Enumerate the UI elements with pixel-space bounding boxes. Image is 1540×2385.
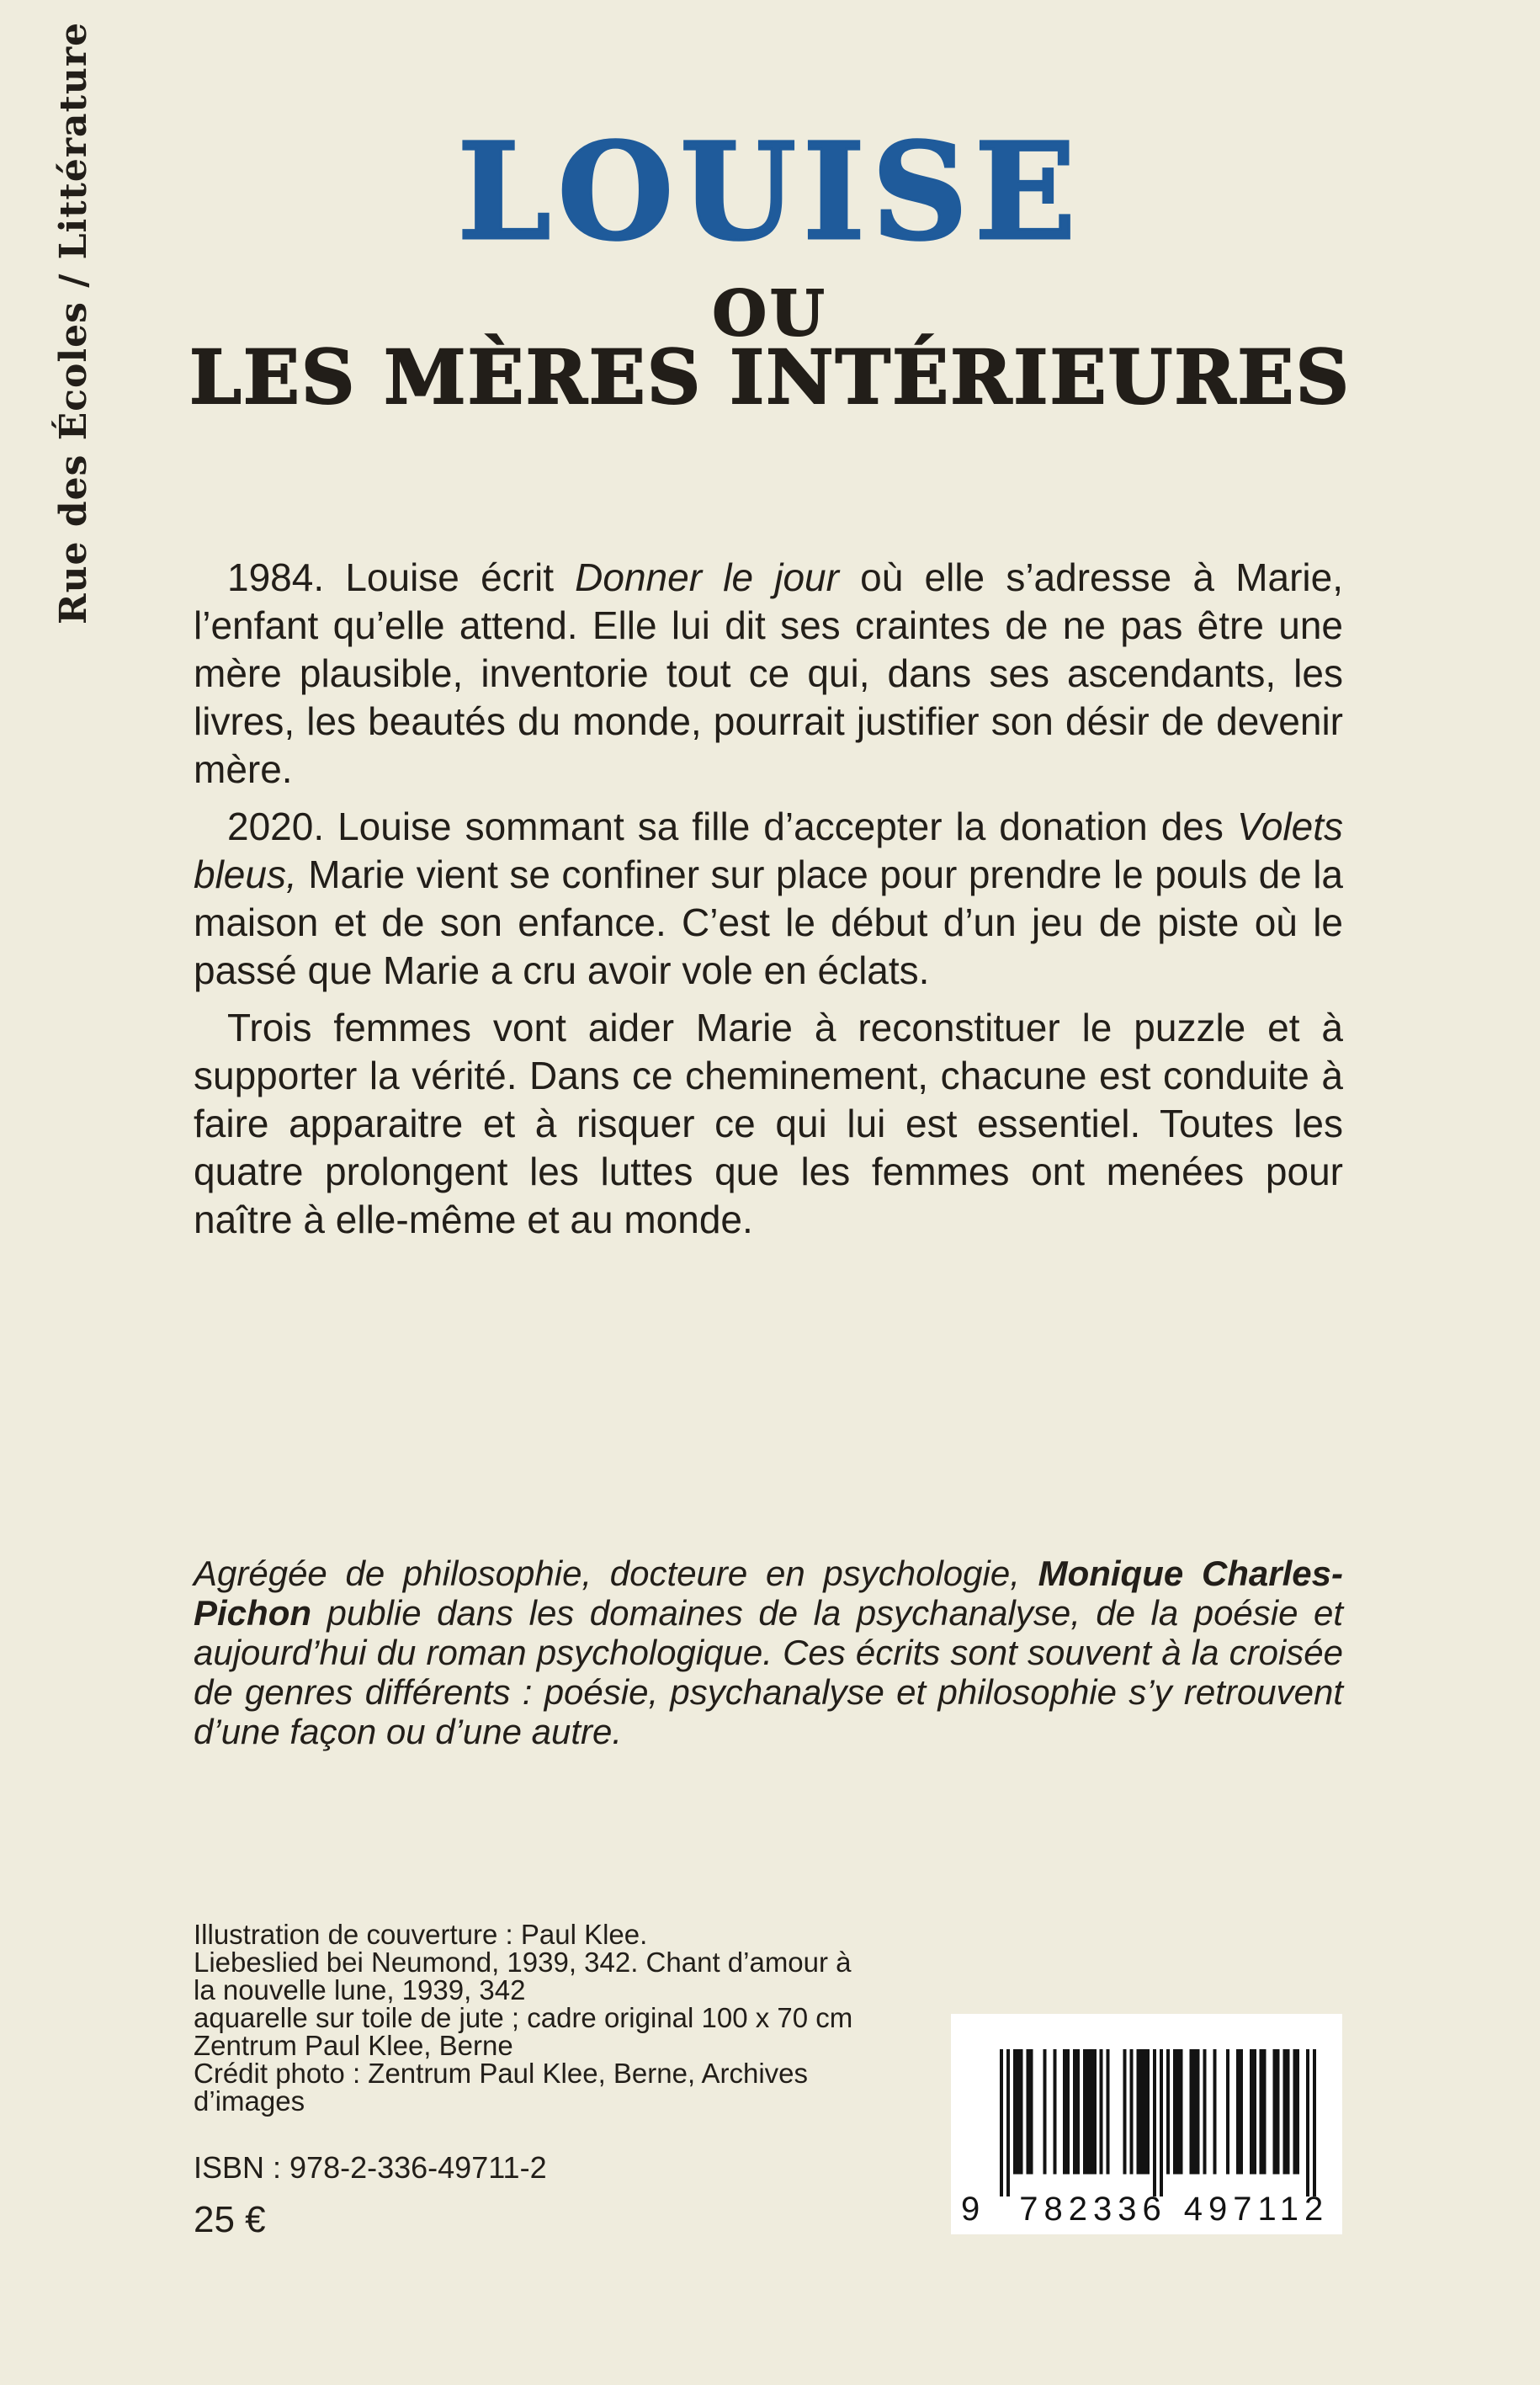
- synopsis: [194, 554, 1343, 1253]
- barcode: [951, 2014, 1342, 2234]
- credit-line: Crédit photo : Zentrum Paul Klee, Berne, Archives: [194, 2058, 809, 2089]
- credit-line: aquarelle sur toile de jute ; cadre original 100 x 70 cm: [194, 2002, 853, 2033]
- barcode-digit-group-right: 497112: [1183, 2191, 1330, 2228]
- barcode-digit-group-left: 9: [961, 2191, 986, 2228]
- credit-line: d’images: [194, 2085, 305, 2117]
- barcode-digit-group-mid: 782336: [1019, 2191, 1167, 2228]
- book-subtitle: LES MÈRES INTÉRIEURES: [189, 333, 1351, 421]
- synopsis-paragraph-1984: 1984. Louise écrit Donner le jour où elle s’adresse à Marie, l’enfant qu’elle attend. Elle lui dit ses craintes de ne pas être une mère plausible, inventorie tout ce qui, dans ses ascendants, les livres, les beautés du monde, pourrait justifier son désir de devenir mère.: [194, 555, 1343, 791]
- synopsis-paragraph-trois-femmes: Trois femmes vont aider Marie à reconstituer le puzzle et à supporter la vérité. Dans ce cheminement, chacune est conduite à faire apparaitre et à risquer ce qui lui est essentiel. Toutes les quatre prolongent les luttes que les femmes ont menées pour naître à elle-même et au monde.: [194, 1006, 1343, 1241]
- credit-line: la nouvelle lune, 1939, 342: [194, 1974, 526, 2005]
- cover-credits: [194, 1920, 951, 2115]
- barcode-bars: [1000, 2049, 1316, 2196]
- synopsis-paragraph-2020: 2020. Louise sommant sa fille d’accepter la donation des Volets bleus, Marie vient se confiner sur place pour prendre le pouls de la maison et de son enfance. C’est le début d’un jeu de piste où le passé que Marie a cru avoir vole en éclats.: [194, 805, 1343, 992]
- credit-line: Illustration de couverture : Paul Klee.: [194, 1919, 648, 1950]
- spine-collection-label: Rue des Écoles / Littérature: [52, 21, 95, 624]
- isbn-text: ISBN : 978-2-336-49711-2: [194, 2150, 547, 2185]
- credit-line: Zentrum Paul Klee, Berne: [194, 2030, 513, 2061]
- author-bio: Agrégée de philosophie, docteure en psychologie, Monique Charles-Pichon publie dans les domaines de la psychanalyse, de la poésie et aujourd’hui du roman psychologique. Ces écrits sont souvent à la croisée de genres différents : poésie, psychanalyse et philosophie s’y retrouvent d’une façon ou d’une autre.: [194, 1554, 1343, 1751]
- credit-line: Liebeslied bei Neumond, 1939, 342. Chant d’amour à: [194, 1947, 852, 1978]
- book-title: LOUISE: [457, 114, 1083, 270]
- title-connector: OU: [712, 278, 828, 350]
- price-text: 25 €: [194, 2199, 266, 2240]
